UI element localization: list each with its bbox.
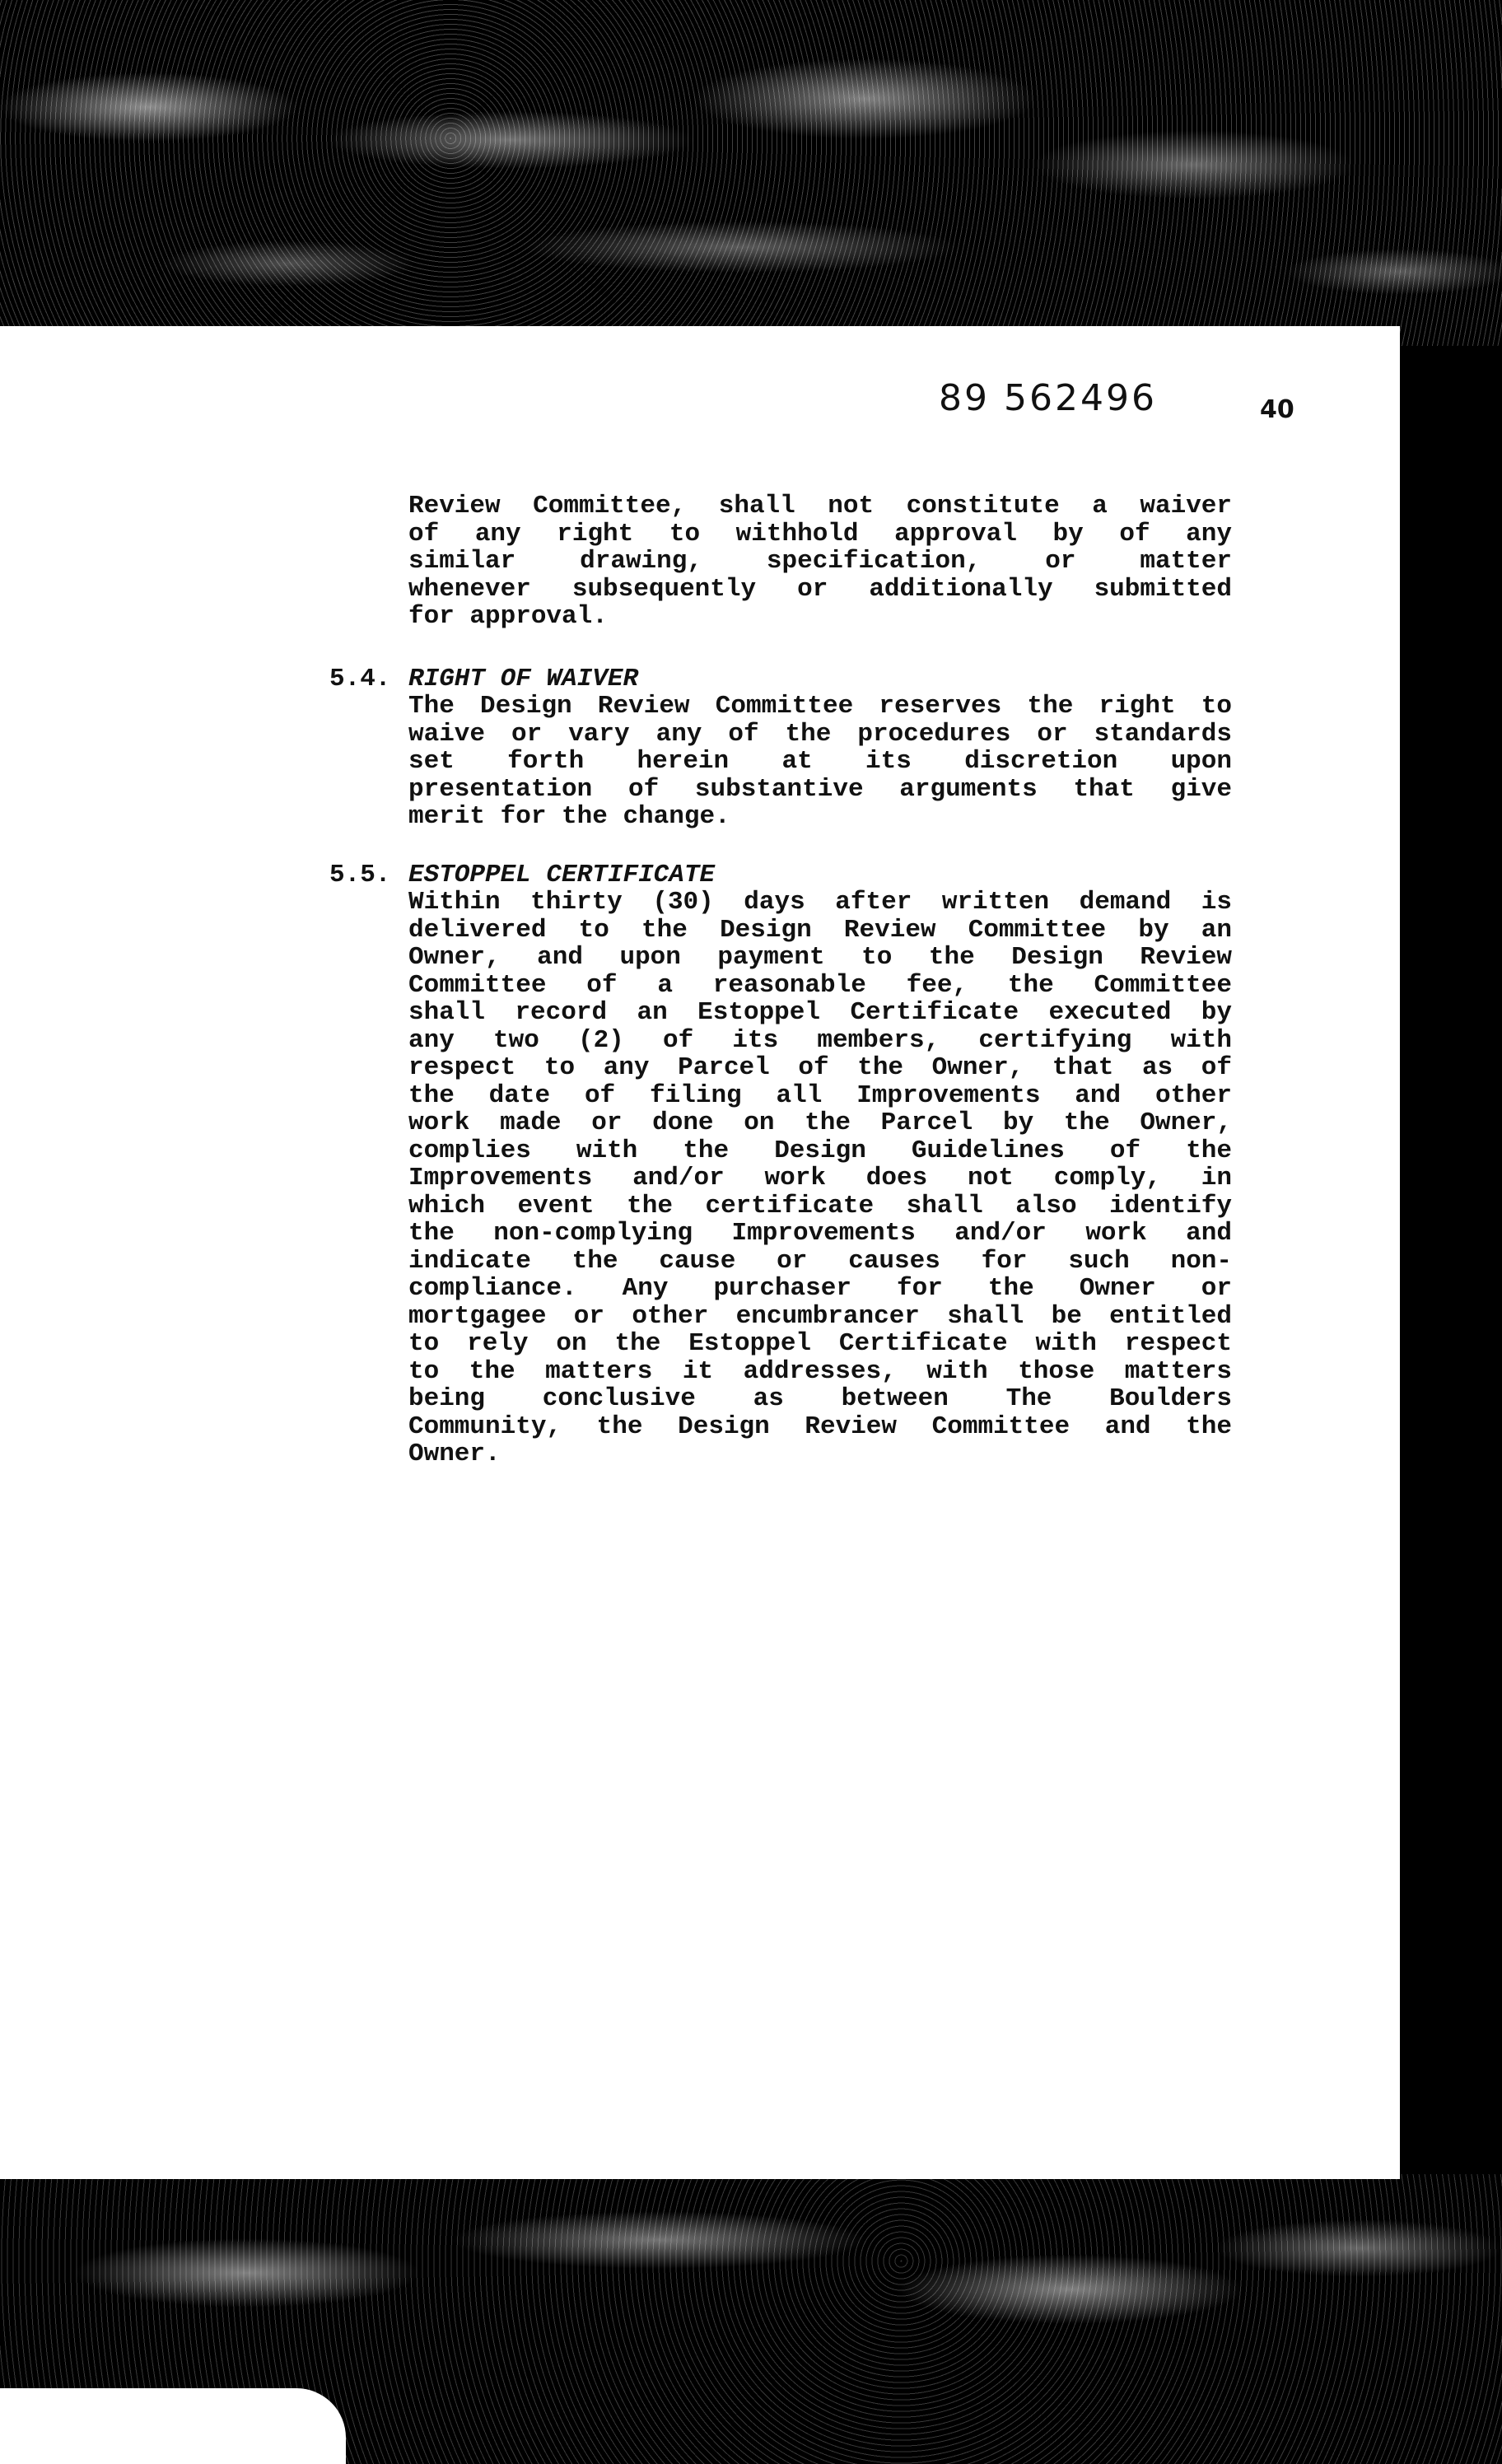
text-line: Committee of a reasonable fee, the Committee (408, 970, 1232, 1000)
section-number: 5.5. (329, 861, 391, 889)
text-line: Owner. (408, 1440, 501, 1468)
page-number: 40 (1260, 395, 1294, 424)
text-line: merit for the change. (408, 802, 730, 831)
text-line: whenever subsequently or additionally submitted (408, 574, 1232, 604)
scan-edge-artifact (0, 2388, 346, 2464)
text-line: which event the certificate shall also identify (408, 1191, 1232, 1220)
text-line: being conclusive as between The Boulders (408, 1384, 1232, 1413)
text-line: for approval. (408, 602, 608, 631)
text-line: similar drawing, specification, or matter (408, 547, 1232, 576)
text-line: to rely on the Estoppel Certificate with respect (408, 1329, 1232, 1358)
text-line: The Design Review Committee reserves the right to (408, 692, 1232, 721)
section-paragraph (408, 889, 1232, 1468)
section-number: 5.4. (329, 665, 391, 693)
text-line: Owner, and upon payment to the Design Review (408, 943, 1232, 972)
document-number: 89 562496 (939, 377, 1157, 419)
section-title: ESTOPPEL CERTIFICATE (408, 861, 716, 889)
text-line: Community, the Design Review Committee and the (408, 1412, 1232, 1441)
text-line: delivered to the Design Review Committee by an (408, 915, 1232, 945)
section-title: RIGHT OF WAIVER (408, 665, 639, 693)
text-line: shall record an Estoppel Certificate executed by (408, 998, 1232, 1027)
text-line: indicate the cause or causes for such non- (408, 1246, 1232, 1276)
text-line: work made or done on the Parcel by the Owner, (408, 1108, 1232, 1137)
text-line: the date of filing all Improvements and other (408, 1080, 1232, 1110)
text-line: to the matters it addresses, with those matters (408, 1356, 1232, 1386)
text-line: mortgagee or other encumbrancer shall be entitled (408, 1301, 1232, 1331)
text-line: of any right to withhold approval by of any (408, 519, 1232, 548)
text-line: any two (2) of its members, certifying with (408, 1025, 1232, 1055)
text-line: complies with the Design Guidelines of the (408, 1136, 1232, 1165)
text-line: Improvements and/or work does not comply, in (408, 1164, 1232, 1192)
text-line: compliance. Any purchaser for the Owner or (408, 1274, 1232, 1303)
text-line: waive or vary any of the procedures or standards (408, 719, 1232, 749)
text-line: respect to any Parcel of the Owner, that as of (408, 1053, 1232, 1082)
section-paragraph (408, 693, 1232, 831)
text-line: Review Committee, shall not constitute a waiver (408, 492, 1232, 520)
text-line: Within thirty (30) days after written demand is (408, 888, 1232, 917)
intro-paragraph (408, 492, 1232, 631)
text-line: set forth herein at its discretion upon (408, 747, 1232, 776)
scan-noise-top (0, 0, 1502, 346)
text-line: the non-complying Improvements and/or work and (408, 1219, 1232, 1248)
text-line: presentation of substantive arguments that give (408, 774, 1232, 804)
